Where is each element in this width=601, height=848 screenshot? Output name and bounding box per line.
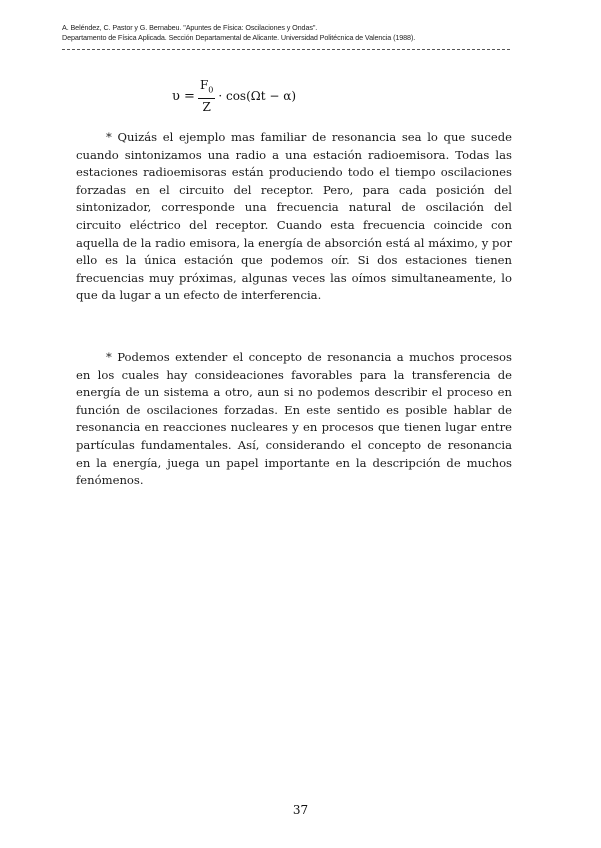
velocity-formula [172, 76, 296, 116]
formula-numerator-symbol: F [199, 77, 209, 92]
formula-numerator-subscript: 0 [208, 85, 214, 95]
header-department: Departamento de Física Aplicada. Sección Departamental de Alicante. Universidad Politécnica de Valencia (1988). [62, 33, 416, 42]
formula-rhs: · cos(Ωt − α) [218, 89, 297, 103]
page-number: 37 [292, 803, 309, 817]
formula-denominator: Z [202, 100, 211, 115]
header-divider [62, 49, 510, 50]
header-citation: A. Beléndez, C. Pastor y G. Bernabeu. "Apuntes de Física: Oscilaciones y Ondas". [62, 23, 318, 32]
formula-lhs: υ = [172, 88, 195, 104]
running-header [62, 23, 542, 43]
paragraph-radio-resonance: * Quizás el ejemplo mas familiar de resonancia sea lo que sucede cuando sintonizamos una radio a una estación radioemisora. Todas las estaciones radioemisoras están produciendo todo el tiempo oscilaciones forzadas en el circuito del receptor. Pero, para cada posición del sintonizador, corresponde una frecuencia natural de oscilación del circuito eléctrico del receptor. Cuando esta frecuencia coincide con aquella de la radio emisora, la energía de absorción está al máximo, y por ello es la única estación que podemos oír. Si dos estaciones tienen frecuencias muy próximas, algunas veces las oímos simultaneamente, lo que da lugar a un efecto de interferencia. [76, 130, 512, 303]
formula-fraction [198, 78, 215, 114]
paragraph-resonance-extension: * Podemos extender el concepto de resonancia a muchos procesos en los cuales hay consideaciones favorables para la transferencia de energía de un sistema a otro, aun si no podemos describir el proceso en función de oscilaciones forzadas. En este sentido es posible hablar de resonancia en reacciones nucleares y en procesos que tienen lugar entre partículas fundamentales. Así, considerando el concepto de resonancia en la energía, juega un papel importante en la descripción de muchos fenómenos. [76, 350, 512, 488]
formula-numerator [198, 78, 215, 99]
